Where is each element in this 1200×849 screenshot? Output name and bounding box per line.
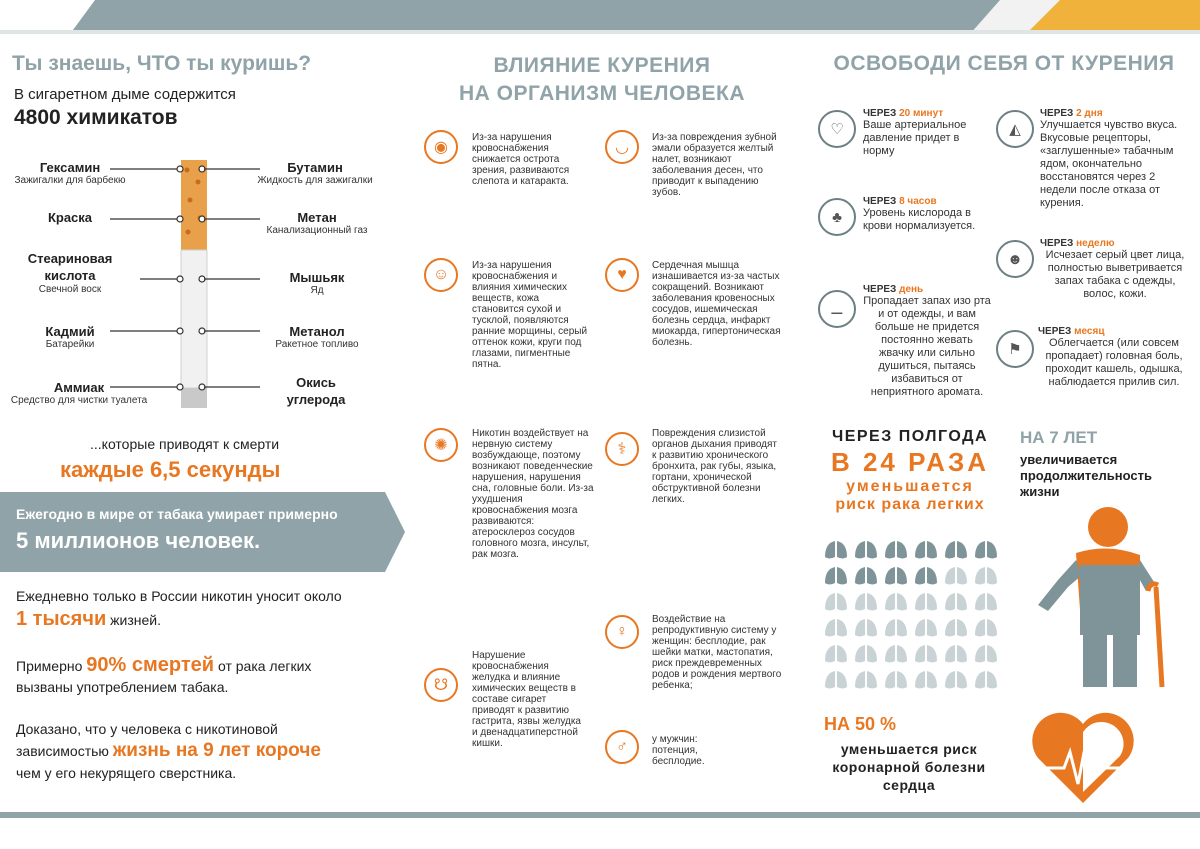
- timeline-time: 2 дня: [1076, 108, 1103, 119]
- timeline-text: Уровень кислорода в крови нормализуется.: [863, 207, 976, 232]
- lung-pictogram: [825, 619, 847, 637]
- chemicals-intro: В сигаретном дыме содержится: [14, 86, 236, 103]
- lung-pictogram: [945, 619, 967, 637]
- lung-pictogram: [855, 645, 877, 663]
- life-num: жизнь на 9 лет короче: [112, 740, 321, 761]
- effect-lungs-text: Повреждения слизистой органов дыхания приводят к развитию хронического бронхита, рак губы, языка, гортани, хронической обструктивной болезни легких.: [652, 428, 777, 505]
- timeline-text: Пропадает запах изо рта и от одежды, и вам больше не придется постоянно жевать жвачку или сильно душиться, пытаясь избавиться от неприятного аромата.: [863, 295, 991, 398]
- life-pre: зависимостью: [16, 743, 109, 759]
- heart-line3: сердца: [882, 777, 936, 793]
- timeline-time: 8 часов: [899, 196, 937, 207]
- years-label: НА 7 ЛЕТ: [1020, 428, 1098, 447]
- chem-right-1: [250, 160, 380, 186]
- male-icon: ♂: [605, 730, 639, 764]
- effect-male-text: у мужчин: потенция, бесплодие.: [652, 734, 705, 767]
- clock-tree-icon: ♣: [818, 198, 856, 236]
- russia-pre: Ежедневно только в России никотин уносит около: [16, 588, 342, 604]
- lung-pictogram: [945, 593, 967, 611]
- chem-name: Окись углерода: [286, 375, 346, 407]
- timeline-time: 20 минут: [899, 108, 944, 119]
- lung-pictogram: [885, 567, 907, 585]
- clock-heartbeat-icon: ♡: [818, 110, 856, 148]
- lung-pictogram: [915, 645, 937, 663]
- effect-teeth-text: Из-за повреждения зубной эмали образуется желтый налет, возникают заболевания десен, что приводит к выпадению зубов.: [652, 132, 777, 198]
- chem-use: Ракетное топливо: [275, 339, 359, 350]
- chem-use: Канализационный газ: [266, 225, 368, 236]
- lung-pictogram: [945, 645, 967, 663]
- lung-pictogram: [825, 567, 847, 585]
- chem-use: Свечной воск: [38, 284, 102, 295]
- timeline-text: Улучшается чувство вкуса. Вкусовые рецепторы, «заглушенные» табачным ядом, окончательно восстановятся через 2 недели после отказа от курения.: [1040, 119, 1178, 209]
- lung-pictogram: [945, 541, 967, 559]
- chem-name: Метан: [297, 210, 337, 225]
- timeline-2days: [1040, 108, 1190, 210]
- lung-pictogram: [975, 593, 997, 611]
- lung-pictogram: [915, 593, 937, 611]
- clock-cake-icon: ◭: [996, 110, 1034, 148]
- timeline-time: месяц: [1074, 326, 1105, 337]
- chem-connector-lines: [110, 160, 270, 400]
- lung-pictogram: [855, 619, 877, 637]
- chem-right-3: [252, 270, 382, 296]
- years-line1: увеличивается: [1020, 452, 1118, 467]
- chem-use: Жидкость для зажигалки: [257, 175, 373, 186]
- middle-title-line2: НА ОРГАНИЗМ ЧЕЛОВЕКА: [459, 82, 745, 105]
- halfyear-line2: риск рака легких: [835, 496, 985, 513]
- right-title: ОСВОБОДИ СЕБЯ ОТ КУРЕНИЯ: [833, 52, 1175, 75]
- heart-num: НА 50 %: [824, 714, 897, 734]
- lung-pictogram: [915, 541, 937, 559]
- chem-use: Батарейки: [45, 339, 95, 350]
- timeline-pre: ЧЕРЕЗ: [1040, 238, 1074, 249]
- chem-use: Яд: [310, 285, 324, 296]
- chem-name: Стеариновая кислота: [27, 251, 113, 283]
- lung-pictogram: [825, 541, 847, 559]
- halfyear-num: В 24 РАЗА: [830, 447, 990, 477]
- timeline-label: [1038, 326, 1190, 337]
- halfyear-label: ЧЕРЕЗ ПОЛГОДА: [831, 428, 989, 445]
- lung-pictogram: [885, 593, 907, 611]
- lung-pictogram: [825, 593, 847, 611]
- lung-pictogram: [825, 671, 847, 689]
- lung-pictogram: [975, 567, 997, 585]
- chem-right-5: [276, 374, 356, 408]
- middle-title-line1: ВЛИЯНИЕ КУРЕНИЯ: [493, 54, 711, 77]
- heart-text: [820, 740, 998, 794]
- life-line3: чем у его некурящего сверстника.: [16, 765, 237, 781]
- chem-right-4: [252, 324, 382, 350]
- effect-nerves-text: Никотин воздействует на нервную систему возбуждающе, поэтому возникают поведенческие нарушения, нарушения сна, головные боли. Из-за ухудшения кровоснабжения мозга развиваются: атеросклероз сосудов головного мозга, инсульт, рак мозга.: [472, 428, 594, 560]
- death-every: каждые 6,5 секунды: [60, 457, 281, 482]
- cancer-line2: вызваны употреблением табака.: [16, 679, 229, 695]
- years-line3: жизни: [1020, 484, 1060, 499]
- halfyear-line1: уменьшается: [846, 478, 974, 495]
- chem-name: Мышьяк: [289, 270, 345, 285]
- mouth-icon: ◡: [605, 130, 639, 164]
- lung-pictogram: [855, 567, 877, 585]
- lung-pictogram: [825, 645, 847, 663]
- timeline-20min: [863, 108, 993, 158]
- lung-pictogram: [915, 567, 937, 585]
- timeline-label: [1040, 238, 1190, 249]
- timeline-time: день: [899, 284, 924, 295]
- bottom-decorative-bar: [0, 812, 1200, 849]
- lung-pictogram: [975, 671, 997, 689]
- timeline-text: Ваше артериальное давление придет в норму: [863, 119, 967, 157]
- effect-female-text: Воздействие на репродуктивную систему у женщин: бесплодие, рак шейки матки, мастопатия, риск преждевременных родов и рождения мертвого ребенка;: [652, 614, 782, 691]
- lung-pictogram: [885, 541, 907, 559]
- timeline-pre: ЧЕРЕЗ: [863, 196, 897, 207]
- lung-pictogram: [975, 541, 997, 559]
- brain-icon: ✺: [424, 428, 458, 462]
- timeline-day: [863, 284, 991, 399]
- cancer-num: 90% смертей: [86, 654, 215, 676]
- chem-name: Бутамин: [287, 160, 343, 175]
- timeline-label: [1040, 108, 1190, 119]
- life-line1: Доказано, что у человека с никотиновой: [16, 721, 278, 737]
- lung-pictogram: [885, 619, 907, 637]
- halfyear-block: [822, 428, 998, 514]
- heart-line1: уменьшается риск: [840, 741, 978, 757]
- timeline-pre: ЧЕРЕЗ: [1038, 326, 1072, 337]
- timeline-pre: ЧЕРЕЗ: [863, 284, 897, 295]
- russia-post: жизней.: [110, 612, 161, 628]
- timeline-text: Исчезает серый цвет лица, полностью выветривается запах табака с одежды, волос, кожи.: [1045, 249, 1185, 300]
- middle-title: [412, 52, 792, 108]
- timeline-text: Облегчается (или совсем пропадает) головная боль, проходит кашель, одышка, наблюдается прилив сил.: [1045, 337, 1183, 388]
- timeline-label: [863, 284, 991, 295]
- effect-eye-text: Из-за нарушения кровоснабжения снижается острота зрения, развиваются слепота и катаракта.: [472, 132, 570, 187]
- timeline-pre: ЧЕРЕЗ: [863, 108, 897, 119]
- top-decorative-bar: [0, 0, 1200, 34]
- left-title: Ты знаешь, ЧТО ты куришь?: [12, 52, 312, 75]
- timeline-label: [863, 196, 988, 207]
- heart-line2: коронарной болезни: [832, 759, 986, 775]
- timeline-label: [863, 108, 993, 119]
- chem-use: Зажигалки для барбекю: [14, 175, 126, 186]
- russia-num: 1 тысячи: [16, 608, 107, 630]
- face-icon: ☺: [424, 258, 458, 292]
- lung-pictogram: [855, 593, 877, 611]
- timeline-time: неделю: [1076, 238, 1115, 249]
- banner-line1: Ежегодно в мире от табака умирает примерно: [16, 506, 338, 522]
- timeline-month: [1038, 326, 1190, 389]
- years-text: [1020, 452, 1152, 500]
- timeline-pre: ЧЕРЕЗ: [1040, 108, 1074, 119]
- lung-pictogram: [915, 619, 937, 637]
- russia-stat: [16, 588, 396, 631]
- clock-runner-icon: ⚑: [996, 330, 1034, 368]
- female-icon: ♀: [605, 615, 639, 649]
- years-line2: продолжительность: [1020, 468, 1152, 483]
- lungs-icon: ⚕: [605, 432, 639, 466]
- lung-pictogram: [885, 671, 907, 689]
- life-stat: [16, 718, 396, 784]
- lung-pictogram: [945, 671, 967, 689]
- lung-pictogram: [975, 645, 997, 663]
- clock-cigarette-icon: ⚊: [818, 290, 856, 328]
- lung-pictogram: [855, 541, 877, 559]
- effect-skin-text: Из-за нарушения кровоснабжения и влияния химических веществ, кожа становится сухой и тусклой, появляются ранние морщины, серый оттенок кожи, круги под глазами, пигментные пятна.: [472, 260, 588, 370]
- cancer-pre: Примерно: [16, 658, 83, 674]
- cancer-stat: [16, 654, 396, 695]
- lung-pictogram: [975, 619, 997, 637]
- chemicals-count: 4800 химикатов: [14, 106, 178, 129]
- heart-organ-icon: ♥: [605, 258, 639, 292]
- chem-name: Гексамин: [39, 160, 101, 175]
- chem-right-2: [252, 210, 382, 236]
- timeline-8h: [863, 196, 988, 233]
- chem-name: Краска: [47, 210, 93, 225]
- chem-name: Кадмий: [45, 324, 95, 339]
- stomach-icon: ☋: [424, 668, 458, 702]
- eye-icon: ◉: [424, 130, 458, 164]
- chem-name: Метанол: [289, 324, 345, 339]
- lung-pictogram: [945, 567, 967, 585]
- clock-person-icon: ☻: [996, 240, 1034, 278]
- death-lead: ...которые приводят к смерти: [90, 436, 280, 452]
- elderly-person-icon: [1028, 505, 1178, 690]
- banner-line2: 5 миллионов человек.: [16, 528, 261, 553]
- cancer-post: от рака легких: [217, 658, 312, 674]
- lung-pictogram: [855, 671, 877, 689]
- chem-use: Средство для чистки туалета: [10, 395, 148, 406]
- lung-pictogram: [885, 645, 907, 663]
- chem-name: Аммиак: [53, 380, 105, 395]
- lung-pictogram: [915, 671, 937, 689]
- lungs-grid: [820, 536, 1000, 692]
- effect-heart-text: Сердечная мышца изнашивается из-за частых сокращений. Возникают заболевания кровеносных сосудов, ишемическая болезнь сердца, инфаркт миокарда, гипертоническая болезнь.: [652, 260, 781, 348]
- heart-icon: [1030, 708, 1136, 808]
- timeline-week: [1040, 238, 1190, 301]
- effect-stomach-text: Нарушение кровоснабжения желудка и влияние химических веществ в составе сигарет приводят к развитию гастрита, язвы желудка и двенадцатиперстной кишки.: [472, 650, 581, 749]
